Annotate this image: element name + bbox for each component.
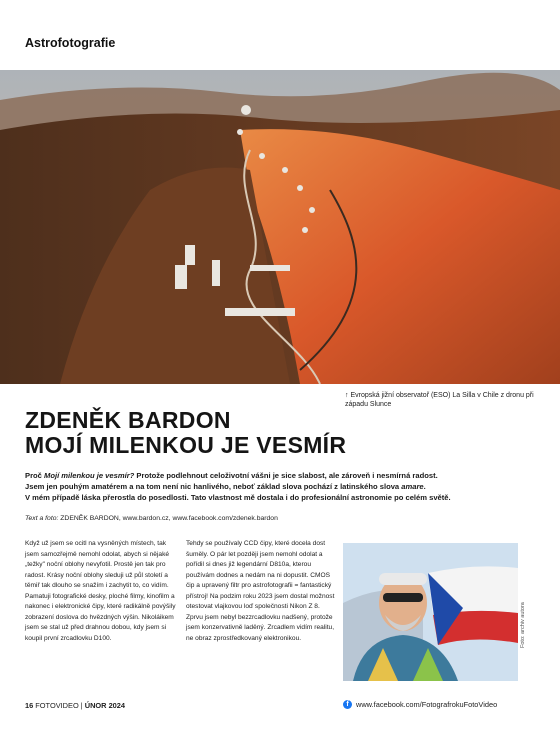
lede-line-3: V mém případě láska přerostla do posedlosti. Tato vlastnost mě dostala i do profesionální astronomie po celém světě. [25,493,451,502]
lede-line-1: Proč Mojí milenkou je vesmír? Protože podlehnout celoživotní vášni je sice slabost, ale zároveň i nesmírná radost. [25,471,438,480]
footer-separator: | [80,701,83,710]
credit-label: Text a foto: [25,515,59,522]
photo-credit: Foto: archiv autora [520,602,526,648]
body-column-1 [25,539,177,644]
magazine-name: FOTOVIDEO [35,701,79,710]
page-footer [25,701,125,710]
hero-caption: ↑ Evropská jižní observatoř (ESO) La Silla v Chile z dronu při západu Slunce [345,392,534,408]
body-paragraph: Tehdy se používaly CCD čipy, které docela dost šuměly. O pár let později jsem nemohl odolat a pořídil si dnes již legendární D810a, kterou používám dodnes a nedám na ni dopustit. CMOS čip a upravený filtr pro astrofotografii = fantastický přístroj! Na podzim roku 2023 jsem dostal možnost otestovat vlajkovou loď společnosti Nikon Z 8. Zprvu jsem nebyl bezzrcadlovku nadšený, protože jsem konzervativně laděný. Zrcadlem vidím realitu, ne obraz zprostředkovaný elektronikou. [186,540,335,642]
headline-line-1: ZDENĚK BARDON [25,407,231,433]
issue-date: ÚNOR 2024 [84,701,126,710]
body-column-2 [186,539,338,644]
footer-facebook-link[interactable] [343,700,497,709]
body-paragraph: Když už jsem se ocitl na vysněných místech, tak jsem samozřejmě nemohl odolat, abych si nějaké „težky" noční oblohy nevyfotil. Prostě jen tak pro radost. Krásy noční oblohy sleduji už půl století a těmiř tak dlouho se snažím i zachytit to, co vidím. Pamatuji fotografické desky, ploché filmy, kinofilm a nakonec i elektronické čipy, které radikálně povýšily zobrazení doslova do hvězdných výšin. Nikoláikem jsem se stal už před drahnou dobou, kdy jsem si koupil první zrcadlovku D100. [25,540,176,642]
lede-line-2: Jsem jen pouhým amatérem a na tom není nic hanlivého, neboť základ slova pochází z latinského slova amare. [25,482,426,491]
author-credit [25,514,535,523]
hero-photo-observatory [0,70,560,384]
section-label: Astrofotografie [25,36,116,50]
author-portrait-photo [343,543,518,681]
page-number: 16 [25,701,34,710]
credit-value: ZDENĚK BARDON, www.bardon.cz, www.facebook.com/zdenek.bardon [58,515,278,522]
facebook-icon: f [343,700,352,709]
article-headline [25,408,346,458]
headline-line-2: MOJÍ MILENKOU JE VESMÍR [25,432,347,458]
facebook-url[interactable]: www.facebook.com/FotografrokuFotoVideo [356,700,498,709]
article-lede [25,470,535,503]
